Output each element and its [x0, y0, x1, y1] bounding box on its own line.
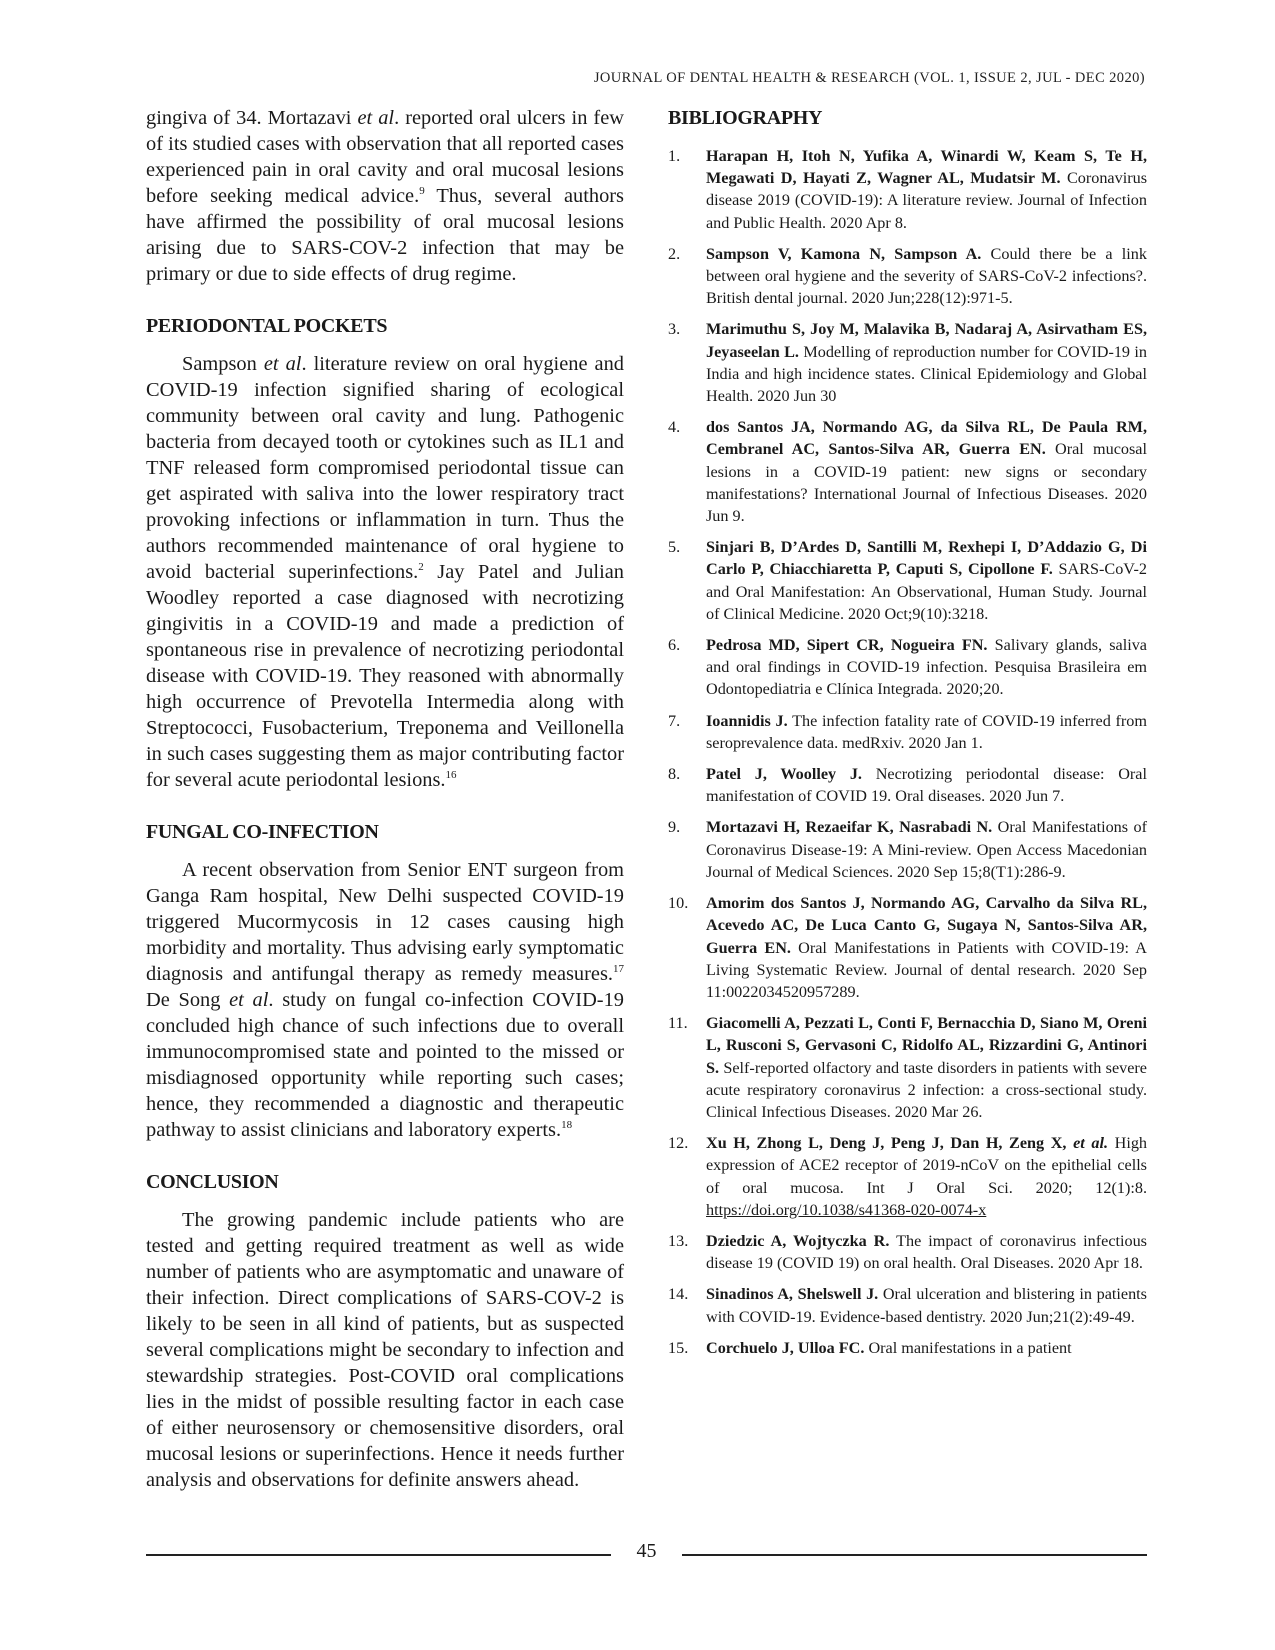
reference-text: Oral mucosal lesions in a COVID-19 patient: new signs or secondary manifestations? International Journal of Infectious Diseases. 2020 Jun 9. — [706, 440, 1147, 526]
footer-rule-right — [682, 1554, 1147, 1556]
reference-item — [668, 145, 1147, 234]
reference-text: Oral Manifestations of Coronavirus Disease-19: A Mini-review. Open Access Macedonian Journal of Medical Sciences. 2020 Sep 15;8(T1):286-9. — [706, 818, 1147, 881]
reference-authors: Harapan H, Itoh N, Yufika A, Winardi W, Keam S, Te H, Megawati D, Hayati Z, Wagner AL, Mudatsir M. — [706, 147, 1147, 188]
citation-superscript: 2 — [418, 561, 424, 574]
reference-authors: Sinadinos A, Shelswell J. — [706, 1285, 879, 1304]
italic-etal: et al — [263, 353, 302, 375]
page-number: 45 — [636, 1540, 657, 1562]
footer-rule-left — [146, 1554, 611, 1556]
reference-text: SARS-CoV-2 and Oral Manifestation: An Observational, Human Study. Journal of Clinical Medicine. 2020 Oct;9(10):3218. — [706, 560, 1147, 623]
text-span: Sampson — [182, 353, 264, 375]
reference-text: Necrotizing periodontal disease: Oral manifestation of COVID 19. Oral diseases. 2020 Jun 7. — [706, 765, 1147, 806]
reference-number: 10. — [668, 894, 689, 913]
citation-superscript: 18 — [561, 1119, 573, 1132]
reference-number: 15. — [668, 1338, 689, 1357]
reference-number: 7. — [668, 711, 681, 730]
heading-bibliography: BIBLIOGRAPHY — [668, 107, 823, 129]
citation-superscript: 16 — [445, 769, 457, 782]
reference-authors: Marimuthu S, Joy M, Malavika B, Nadaraj A, Asirvatham ES, Jeyaseelan L. — [706, 320, 1147, 361]
heading-conclusion: CONCLUSION — [146, 1171, 279, 1193]
text-span: . reported oral ulcers in few of its studied cases with observation that all reported cases experienced pain in oral cavity and oral mucosal lesions before seeking medical advice. — [146, 107, 624, 207]
page-footer — [146, 1540, 1147, 1570]
text-span: gingiva of 34. Mortazavi — [146, 107, 358, 129]
reference-item — [668, 892, 1147, 1003]
reference-item — [668, 416, 1147, 527]
reference-item — [668, 710, 1147, 754]
reference-authors: Ioannidis J. — [706, 711, 788, 730]
text-span: De Song — [146, 989, 230, 1011]
reference-number: 11. — [668, 1014, 688, 1033]
reference-item — [668, 1230, 1147, 1274]
reference-authors: Giacomelli A, Pezzati L, Conti F, Bernacchia D, Siano M, Oreni L, Rusconi S, Gervasoni C, Ridolfo AL, Rizzardini G, Antinori S. — [706, 1014, 1147, 1077]
reference-authors: Mortazavi H, Rezaeifar K, Nasrabadi N. — [706, 818, 993, 837]
reference-item — [668, 536, 1147, 625]
reference-authors: Sinjari B, D’Ardes D, Santilli M, Rexhepi I, D’Addazio G, Di Carlo P, Chiacchiaretta P, Caputi S, Cipollone F. — [706, 538, 1147, 579]
italic-etal: et al — [229, 989, 269, 1011]
reference-number: 1. — [668, 147, 681, 165]
reference-authors: Patel J, Woolley J. — [706, 765, 862, 784]
heading-fungal-coinfection: FUNGAL CO-INFECTION — [146, 821, 379, 843]
reference-item — [668, 763, 1147, 807]
reference-authors: Xu H, Zhong L, Deng J, Peng J, Dan H, Zeng X, — [706, 1134, 1074, 1153]
text-span: A recent observation from Senior ENT surgeon from Ganga Ram hospital, New Delhi suspected COVID-19 triggered Mucormycosis in 12 cases causing high morbidity and mortality. Thus advising early symptomatic diagnosis and antifungal therapy as remedy measures. — [146, 859, 624, 985]
text-span: . literature review on oral hygiene and COVID-19 infection signified sharing of ecological community between oral cavity and lung. Pathogenic bacteria from decayed tooth or cytokines such as IL1 and TNF released form compromised periodontal tissue can get aspirated with saliva into the lower respiratory tract provoking infections or inflammation in turn. Thus the authors recommended maintenance of oral hygiene to avoid bacterial superinfections. — [146, 353, 624, 583]
reference-text: The infection fatality rate of COVID-19 inferred from seroprevalence data. medRxiv. 2020 Jan 1. — [706, 711, 1147, 752]
reference-number: 13. — [668, 1231, 689, 1250]
reference-item — [668, 318, 1147, 407]
italic-etal: et al. — [1073, 1134, 1109, 1153]
reference-text: Salivary glands, saliva and oral findings in COVID-19 infection. Pesquisa Brasileira em Odontopediatria e Clínica Integrada. 2020;20. — [706, 636, 1147, 699]
reference-text: Coronavirus disease 2019 (COVID-19): A literature review. Journal of Infection and Public Health. 2020 Apr 8. — [706, 169, 1147, 232]
reference-number: 2. — [668, 244, 681, 263]
reference-item — [668, 816, 1147, 883]
reference-authors: Dziedzic A, Wojtyczka R. — [706, 1231, 890, 1250]
reference-number: 8. — [668, 765, 681, 784]
text-span: Thus, several authors have affirmed the possibility of oral mucosal lesions arising due to SARS-COV-2 infection that may be primary or due to side effects of drug regime. — [146, 185, 624, 285]
reference-authors: Sampson V, Kamona N, Sampson A. — [706, 244, 982, 263]
italic-etal: et al — [357, 107, 395, 129]
reference-item — [668, 634, 1147, 701]
reference-authors: Pedrosa MD, Sipert CR, Nogueira FN. — [706, 636, 988, 655]
reference-number: 3. — [668, 320, 681, 339]
reference-number: 6. — [668, 636, 681, 655]
reference-text: The impact of coronavirus infectious disease 19 (COVID 19) on oral health. Oral Diseases. 2020 Apr 18. — [706, 1231, 1147, 1273]
paragraph-conclusion: The growing pandemic include patients who are tested and getting required treatment as well as wide number of patients who are asymptomatic and unaware of their infection. Direct complications of SARS-COV-2 is likely to be seen in all kind of patients, but as suspected several complications might be secondary to infection and stewardship strategies. Post-COVID oral complications lies in the midst of possible resulting factor in each case of either neurosensory or chemosensitive disorders, oral mucosal lesions or superinfections. Hence it needs further analysis and observations for definite answers ahead. — [146, 1209, 624, 1491]
reference-number: 14. — [668, 1285, 689, 1304]
paragraph-oral-ulcers — [146, 105, 624, 287]
reference-number: 12. — [668, 1134, 689, 1153]
text-span: Jay Patel and Julian Woodley reported a case diagnosed with necrotizing gingivitis in a COVID-19 and made a prediction of spontaneous rise in prevalence of necrotizing periodontal disease with COVID-19. They reasoned with abnormally high occurrence of Prevotella Intermedia along with Streptococci, Fusobacterium, Treponema and Veillonella in such cases suggesting them as major contributing factor for several acute periodontal lesions. — [146, 561, 624, 791]
text-span: . study on fungal co-infection COVID-19 concluded high chance of such infections due to overall immunocompromised state and pointed to the missed or misdiagnosed opportunity while reporting such cases; hence, they recommended a diagnostic and therapeutic pathway to assist clinicians and laboratory experts. — [146, 989, 624, 1141]
reference-item — [668, 1337, 1147, 1359]
reference-text: Self-reported olfactory and taste disorders in patients with severe acute respiratory coronavirus 2 infection: a cross-sectional study. Clinical Infectious Diseases. 2020 Mar 26. — [706, 1058, 1147, 1121]
reference-text: Oral Manifestations in Patients with COVID-19: A Living Systematic Review. Journal of dental research. 2020 Sep 11:0022034520957289. — [706, 938, 1147, 1001]
reference-number: 9. — [668, 818, 681, 837]
running-header: JOURNAL OF DENTAL HEALTH & RESEARCH (VOL. 1, ISSUE 2, JUL - DEC 2020) — [593, 70, 1145, 86]
citation-superscript: 9 — [419, 185, 425, 198]
heading-periodontal-pockets: PERIODONTAL POCKETS — [146, 315, 388, 337]
reference-authors: dos Santos JA, Normando AG, da Silva RL, De Paula RM, Cembranel AC, Santos-Silva AR, Guerra EN. — [706, 418, 1147, 459]
reference-item — [668, 243, 1147, 310]
paragraph-periodontal — [146, 351, 624, 793]
reference-text: Oral manifestations in a patient — [864, 1338, 1072, 1357]
doi-link[interactable]: https://doi.org/10.1038/s41368-020-0074-x — [706, 1200, 987, 1219]
reference-item — [668, 1283, 1147, 1327]
reference-item — [668, 1132, 1147, 1221]
reference-text: Modelling of reproduction number for COVID-19 in India and high incidence states. Clinical Epidemiology and Global Health. 2020 Jun 30 — [706, 342, 1147, 406]
reference-number: 4. — [668, 418, 681, 437]
right-column — [668, 105, 1147, 1368]
citation-superscript: 17 — [613, 963, 624, 976]
reference-item — [668, 1012, 1147, 1123]
reference-text: Oral ulceration and blistering in patients with COVID-19. Evidence-based dentistry. 2020 Jun;21(2):49-49. — [706, 1285, 1147, 1326]
reference-text: Could there be a link between oral hygiene and the severity of SARS-CoV-2 infections?. British dental journal. 2020 Jun;228(12):971-5. — [706, 244, 1147, 308]
reference-number: 5. — [668, 538, 681, 557]
paragraph-fungal — [146, 857, 624, 1143]
reference-authors: Amorim dos Santos J, Normando AG, Carvalho da Silva RL, Acevedo AC, De Luca Canto G, Sugaya N, Santos-Silva AR, Guerra EN. — [706, 894, 1147, 957]
reference-authors: Corchuelo J, Ulloa FC. — [706, 1338, 865, 1357]
reference-text: High expression of ACE2 receptor of 2019-nCoV on the epithelial cells of oral mucosa. Int J Oral Sci. 2020; 12(1):8. — [706, 1134, 1148, 1197]
left-column — [146, 105, 624, 1493]
